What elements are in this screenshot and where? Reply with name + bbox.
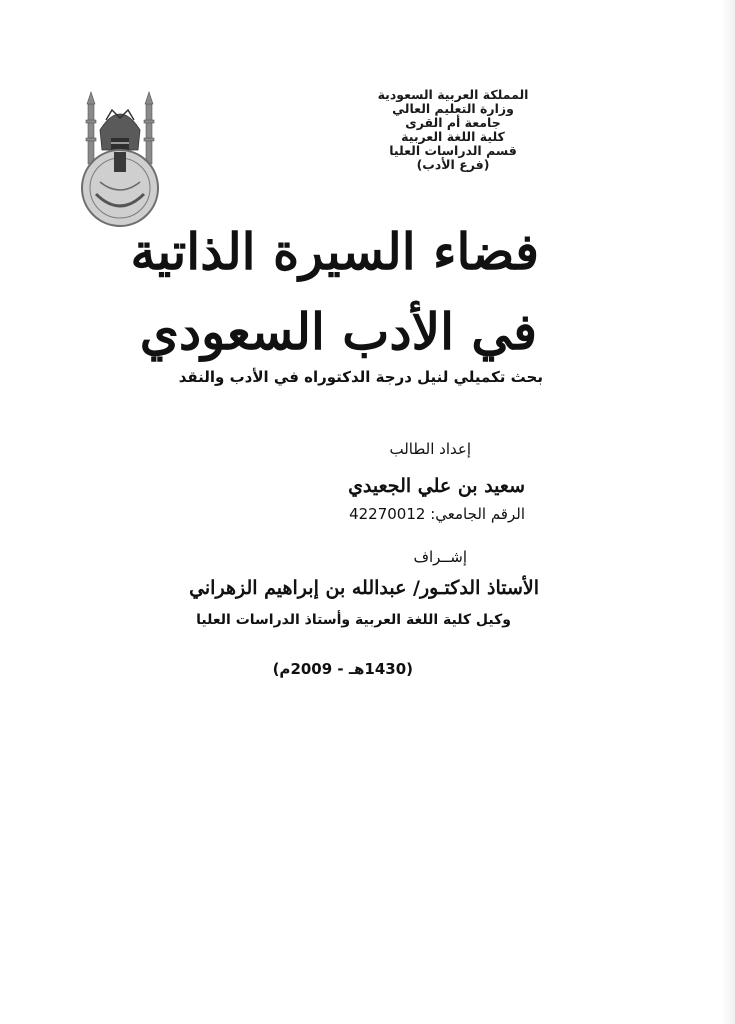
header-line-ministry: وزارة التعليم العالي	[392, 101, 514, 116]
student-id-value: 42270012	[349, 505, 426, 523]
thesis-title-line-2: في الأدب السعودي	[139, 302, 537, 361]
header-line-kingdom: المملكة العربية السعودية	[377, 87, 529, 102]
supervisor-name: الأستاذ الدكتـور/ عبدالله بن إبراهيم الزهراني	[189, 577, 539, 599]
thesis-subtitle: بحث تكميلي لنيل درجة الدكتوراه في الأدب والنقد	[178, 368, 543, 386]
supervisor-role: وكيل كلية اللغة العربية وأستاذ الدراسات العليا	[196, 612, 511, 628]
umm-al-qura-university-emblem-icon	[70, 90, 170, 230]
institution-header	[333, 88, 573, 172]
student-id-line	[349, 505, 525, 523]
prepared-by-label: إعداد الطالب	[389, 440, 471, 458]
header-line-department: قسم الدراسات العليا	[389, 143, 517, 158]
student-name: سعيد بن علي الجعيدي	[348, 475, 525, 497]
student-id-label: الرقم الجامعي:	[430, 505, 525, 523]
thesis-title-line-1: فضاء السيرة الذاتية	[130, 222, 539, 281]
supervision-label: إشــراف	[413, 548, 467, 566]
header-line-university: جامعة أم القرى	[405, 115, 501, 130]
header-line-branch: (فرع الأدب)	[416, 157, 490, 172]
page-edge-shadow	[721, 0, 735, 1024]
header-line-college: كلية اللغة العربية	[401, 129, 505, 144]
date-line: (1430هـ - 2009م)	[272, 660, 413, 678]
